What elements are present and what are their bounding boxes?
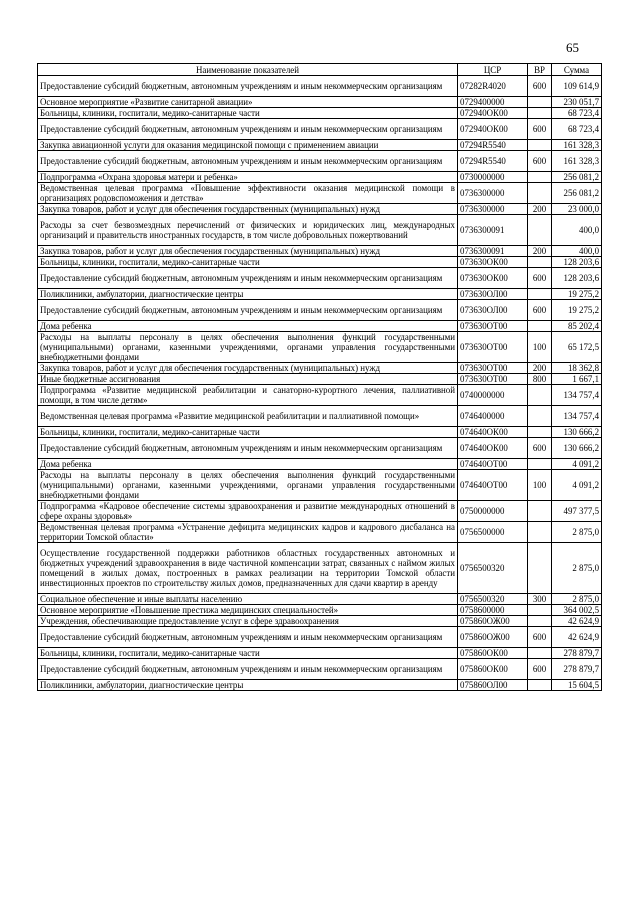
table-row xyxy=(38,289,602,300)
cell-name: Расходы на выплаты персоналу в целях обеспечения выполнения функций государственными (муниципальными) органами, казенными учреждениями, органами управления государственными внебюджетными фондами xyxy=(38,470,458,501)
cell-name: Предоставление субсидий бюджетным, автономным учреждениям и иным некоммерческим организациям xyxy=(38,151,458,172)
cell-name: Закупка товаров, работ и услуг для обеспечения государственных (муниципальных) нужд xyxy=(38,204,458,215)
cell-vr xyxy=(528,616,552,627)
cell-name: Предоставление субсидий бюджетным, автономным учреждениям и иным некоммерческим организациям xyxy=(38,300,458,321)
cell-csr: 075860ОЖ00 xyxy=(458,616,528,627)
table-row xyxy=(38,268,602,289)
cell-name: Дома ребенка xyxy=(38,321,458,332)
cell-vr: 600 xyxy=(528,151,552,172)
cell-name: Больницы, клиники, госпитали, медико-санитарные части xyxy=(38,427,458,438)
cell-name: Больницы, клиники, госпитали, медико-санитарные части xyxy=(38,257,458,268)
cell-vr xyxy=(528,543,552,594)
cell-sum: 4 091,2 xyxy=(552,459,602,470)
cell-name: Осуществление государственной поддержки работников областных государственных автономных и бюджетных учреждений здравоохранения в виде частичной компенсации затрат, связанных с наймом жилых помещений в жилых домах, построенных в рамках реализации на территории Томской области инвестиционных проектов по строительству жилых домов, предназначенных для сдачи квартир в аренду xyxy=(38,543,458,594)
table-row xyxy=(38,438,602,459)
cell-vr xyxy=(528,172,552,183)
table-row xyxy=(38,183,602,204)
cell-vr xyxy=(528,501,552,522)
cell-name: Предоставление субсидий бюджетным, автономным учреждениям и иным некоммерческим организациям xyxy=(38,659,458,680)
cell-sum: 68 723,4 xyxy=(552,108,602,119)
table-row xyxy=(38,501,602,522)
cell-vr xyxy=(528,648,552,659)
cell-vr xyxy=(528,385,552,406)
cell-sum: 278 879,7 xyxy=(552,648,602,659)
cell-csr: 0736300091 xyxy=(458,215,528,246)
cell-csr: 0736300000 xyxy=(458,183,528,204)
cell-vr xyxy=(528,97,552,108)
table-row xyxy=(38,363,602,374)
table-header-row xyxy=(38,64,602,76)
cell-csr: 074640ОТ00 xyxy=(458,470,528,501)
cell-name: Предоставление субсидий бюджетным, автономным учреждениям и иным некоммерческим организациям xyxy=(38,627,458,648)
cell-sum: 19 275,2 xyxy=(552,300,602,321)
cell-vr xyxy=(528,459,552,470)
cell-vr xyxy=(528,108,552,119)
cell-name: Основное мероприятие «Повышение престижа медицинских специальностей» xyxy=(38,605,458,616)
cell-name: Основное мероприятие «Развитие санитарной авиации» xyxy=(38,97,458,108)
cell-vr: 800 xyxy=(528,374,552,385)
cell-sum: 161 328,3 xyxy=(552,151,602,172)
cell-name: Предоставление субсидий бюджетным, автономным учреждениям и иным некоммерческим организациям xyxy=(38,119,458,140)
cell-sum: 1 667,1 xyxy=(552,374,602,385)
cell-sum: 161 328,3 xyxy=(552,140,602,151)
table-row xyxy=(38,543,602,594)
cell-vr xyxy=(528,406,552,427)
cell-sum: 23 000,0 xyxy=(552,204,602,215)
cell-sum: 134 757,4 xyxy=(552,385,602,406)
cell-name: Предоставление субсидий бюджетным, автономным учреждениям и иным некоммерческим организациям xyxy=(38,76,458,97)
cell-vr: 600 xyxy=(528,300,552,321)
cell-sum: 2 875,0 xyxy=(552,522,602,543)
cell-csr: 07282R4020 xyxy=(458,76,528,97)
table-row xyxy=(38,616,602,627)
cell-name: Подпрограмма «Охрана здоровья матери и ребенка» xyxy=(38,172,458,183)
cell-sum: 256 081,2 xyxy=(552,183,602,204)
cell-csr: 073630ОТ00 xyxy=(458,374,528,385)
cell-sum: 278 879,7 xyxy=(552,659,602,680)
table-row xyxy=(38,406,602,427)
cell-csr: 072940ОК00 xyxy=(458,119,528,140)
cell-vr xyxy=(528,680,552,691)
table-row xyxy=(38,119,602,140)
cell-sum: 15 604,5 xyxy=(552,680,602,691)
page-number: 65 xyxy=(566,40,579,55)
cell-csr: 073630ОК00 xyxy=(458,257,528,268)
cell-sum: 400,0 xyxy=(552,215,602,246)
cell-csr: 0750000000 xyxy=(458,501,528,522)
cell-csr: 0746400000 xyxy=(458,406,528,427)
cell-name: Ведомственная целевая программа «Устранение дефицита медицинских кадров и кадрового дисбаланса на территории Томской области» xyxy=(38,522,458,543)
cell-csr: 073630ОК00 xyxy=(458,268,528,289)
cell-sum: 68 723,4 xyxy=(552,119,602,140)
table-row xyxy=(38,680,602,691)
cell-vr: 600 xyxy=(528,76,552,97)
cell-csr: 075860ОЛ00 xyxy=(458,680,528,691)
cell-csr: 0756500320 xyxy=(458,594,528,605)
cell-vr: 600 xyxy=(528,268,552,289)
table-body xyxy=(38,76,602,691)
table-row xyxy=(38,257,602,268)
cell-name: Иные бюджетные ассигнования xyxy=(38,374,458,385)
cell-csr: 073630ОТ00 xyxy=(458,363,528,374)
cell-name: Подпрограмма «Кадровое обеспечение системы здравоохранения и развитие международных отношений в сфере охраны здоровья» xyxy=(38,501,458,522)
cell-name: Закупка авиационной услуги для оказания медицинской помощи с применением авиации xyxy=(38,140,458,151)
cell-csr: 0730000000 xyxy=(458,172,528,183)
table-row xyxy=(38,470,602,501)
cell-csr: 074640ОК00 xyxy=(458,438,528,459)
cell-vr xyxy=(528,427,552,438)
cell-name: Предоставление субсидий бюджетным, автономным учреждениям и иным некоммерческим организациям xyxy=(38,438,458,459)
cell-csr: 0756500320 xyxy=(458,543,528,594)
table-row xyxy=(38,332,602,363)
cell-csr: 072940ОК00 xyxy=(458,108,528,119)
cell-vr: 100 xyxy=(528,332,552,363)
table-row xyxy=(38,605,602,616)
cell-vr xyxy=(528,321,552,332)
table-row xyxy=(38,300,602,321)
cell-name: Ведомственная целевая программа «Повышение эффективности оказания медицинской помощи в организациях родовспоможения и детства» xyxy=(38,183,458,204)
table-row xyxy=(38,427,602,438)
cell-sum: 130 666,2 xyxy=(552,427,602,438)
cell-sum: 230 051,7 xyxy=(552,97,602,108)
cell-vr: 600 xyxy=(528,438,552,459)
cell-csr: 073630ОЛ00 xyxy=(458,289,528,300)
cell-sum: 400,0 xyxy=(552,246,602,257)
cell-vr: 200 xyxy=(528,246,552,257)
cell-csr: 07294R5540 xyxy=(458,140,528,151)
cell-vr: 200 xyxy=(528,204,552,215)
cell-vr xyxy=(528,140,552,151)
table-row xyxy=(38,648,602,659)
cell-name: Подпрограмма «Развитие медицинской реабилитации и санаторно-курортного лечения, паллиативной помощи, в том числе детям» xyxy=(38,385,458,406)
table-row xyxy=(38,459,602,470)
cell-name: Закупка товаров, работ и услуг для обеспечения государственных (муниципальных) нужд xyxy=(38,246,458,257)
table-row xyxy=(38,151,602,172)
table-row xyxy=(38,246,602,257)
cell-sum: 42 624,9 xyxy=(552,627,602,648)
cell-name: Расходы за счет безвозмездных перечислений от физических и юридических лиц, международных организаций и правительств иностранных государств, в том числе добровольных пожертвований xyxy=(38,215,458,246)
cell-sum: 497 377,5 xyxy=(552,501,602,522)
table-row xyxy=(38,627,602,648)
cell-sum: 4 091,2 xyxy=(552,470,602,501)
cell-vr: 600 xyxy=(528,659,552,680)
cell-name: Расходы на выплаты персоналу в целях обеспечения выполнения функций государственными (муниципальными) органами, казенными учреждениями, органами управления государственными внебюджетными фондами xyxy=(38,332,458,363)
cell-name: Поликлиники, амбулатории, диагностические центры xyxy=(38,680,458,691)
cell-csr: 0736300091 xyxy=(458,246,528,257)
cell-csr: 073630ОТ00 xyxy=(458,321,528,332)
cell-csr: 074640ОК00 xyxy=(458,427,528,438)
cell-sum: 109 614,9 xyxy=(552,76,602,97)
header-name: Наименование показателей xyxy=(38,64,458,76)
cell-sum: 42 624,9 xyxy=(552,616,602,627)
cell-name: Ведомственная целевая программа «Развитие медицинской реабилитации и паллиативной помощи» xyxy=(38,406,458,427)
cell-vr xyxy=(528,215,552,246)
cell-sum: 18 362,8 xyxy=(552,363,602,374)
cell-csr: 0736300000 xyxy=(458,204,528,215)
table-row xyxy=(38,76,602,97)
cell-sum: 364 002,5 xyxy=(552,605,602,616)
cell-name: Больницы, клиники, госпитали, медико-санитарные части xyxy=(38,108,458,119)
cell-sum: 128 203,6 xyxy=(552,257,602,268)
cell-csr: 0740000000 xyxy=(458,385,528,406)
cell-name: Больницы, клиники, госпитали, медико-санитарные части xyxy=(38,648,458,659)
cell-vr: 600 xyxy=(528,119,552,140)
cell-sum: 256 081,2 xyxy=(552,172,602,183)
cell-sum: 19 275,2 xyxy=(552,289,602,300)
cell-vr: 100 xyxy=(528,470,552,501)
table-row xyxy=(38,385,602,406)
header-sum: Сумма xyxy=(552,64,602,76)
cell-csr: 073630ОЛ00 xyxy=(458,300,528,321)
table-row xyxy=(38,594,602,605)
cell-csr: 074640ОТ00 xyxy=(458,459,528,470)
table-row xyxy=(38,172,602,183)
header-csr: ЦСР xyxy=(458,64,528,76)
cell-sum: 85 202,4 xyxy=(552,321,602,332)
cell-vr: 300 xyxy=(528,594,552,605)
table-row xyxy=(38,204,602,215)
cell-sum: 65 172,5 xyxy=(552,332,602,363)
table-row xyxy=(38,140,602,151)
cell-name: Дома ребенка xyxy=(38,459,458,470)
cell-vr xyxy=(528,289,552,300)
cell-vr xyxy=(528,257,552,268)
cell-csr: 075860ОК00 xyxy=(458,659,528,680)
cell-name: Предоставление субсидий бюджетным, автономным учреждениям и иным некоммерческим организациям xyxy=(38,268,458,289)
cell-sum: 134 757,4 xyxy=(552,406,602,427)
cell-csr: 073630ОТ00 xyxy=(458,332,528,363)
budget-table xyxy=(37,63,602,691)
cell-name: Закупка товаров, работ и услуг для обеспечения государственных (муниципальных) нужд xyxy=(38,363,458,374)
table-row xyxy=(38,321,602,332)
cell-name: Поликлиники, амбулатории, диагностические центры xyxy=(38,289,458,300)
table-row xyxy=(38,659,602,680)
cell-name: Социальное обеспечение и иные выплаты населению xyxy=(38,594,458,605)
cell-csr: 0758600000 xyxy=(458,605,528,616)
cell-vr: 200 xyxy=(528,363,552,374)
table-row xyxy=(38,374,602,385)
cell-csr: 075860ОК00 xyxy=(458,648,528,659)
cell-csr: 0729400000 xyxy=(458,97,528,108)
cell-csr: 07294R5540 xyxy=(458,151,528,172)
cell-sum: 2 875,0 xyxy=(552,543,602,594)
table-row xyxy=(38,215,602,246)
cell-name: Учреждения, обеспечивающие предоставление услуг в сфере здравоохранения xyxy=(38,616,458,627)
cell-vr xyxy=(528,183,552,204)
table-row xyxy=(38,97,602,108)
cell-sum: 2 875,0 xyxy=(552,594,602,605)
cell-vr: 600 xyxy=(528,627,552,648)
cell-csr: 075860ОЖ00 xyxy=(458,627,528,648)
table-row xyxy=(38,522,602,543)
table-row xyxy=(38,108,602,119)
cell-vr xyxy=(528,605,552,616)
cell-vr xyxy=(528,522,552,543)
cell-sum: 130 666,2 xyxy=(552,438,602,459)
header-vr: ВР xyxy=(528,64,552,76)
cell-csr: 0756500000 xyxy=(458,522,528,543)
cell-sum: 128 203,6 xyxy=(552,268,602,289)
